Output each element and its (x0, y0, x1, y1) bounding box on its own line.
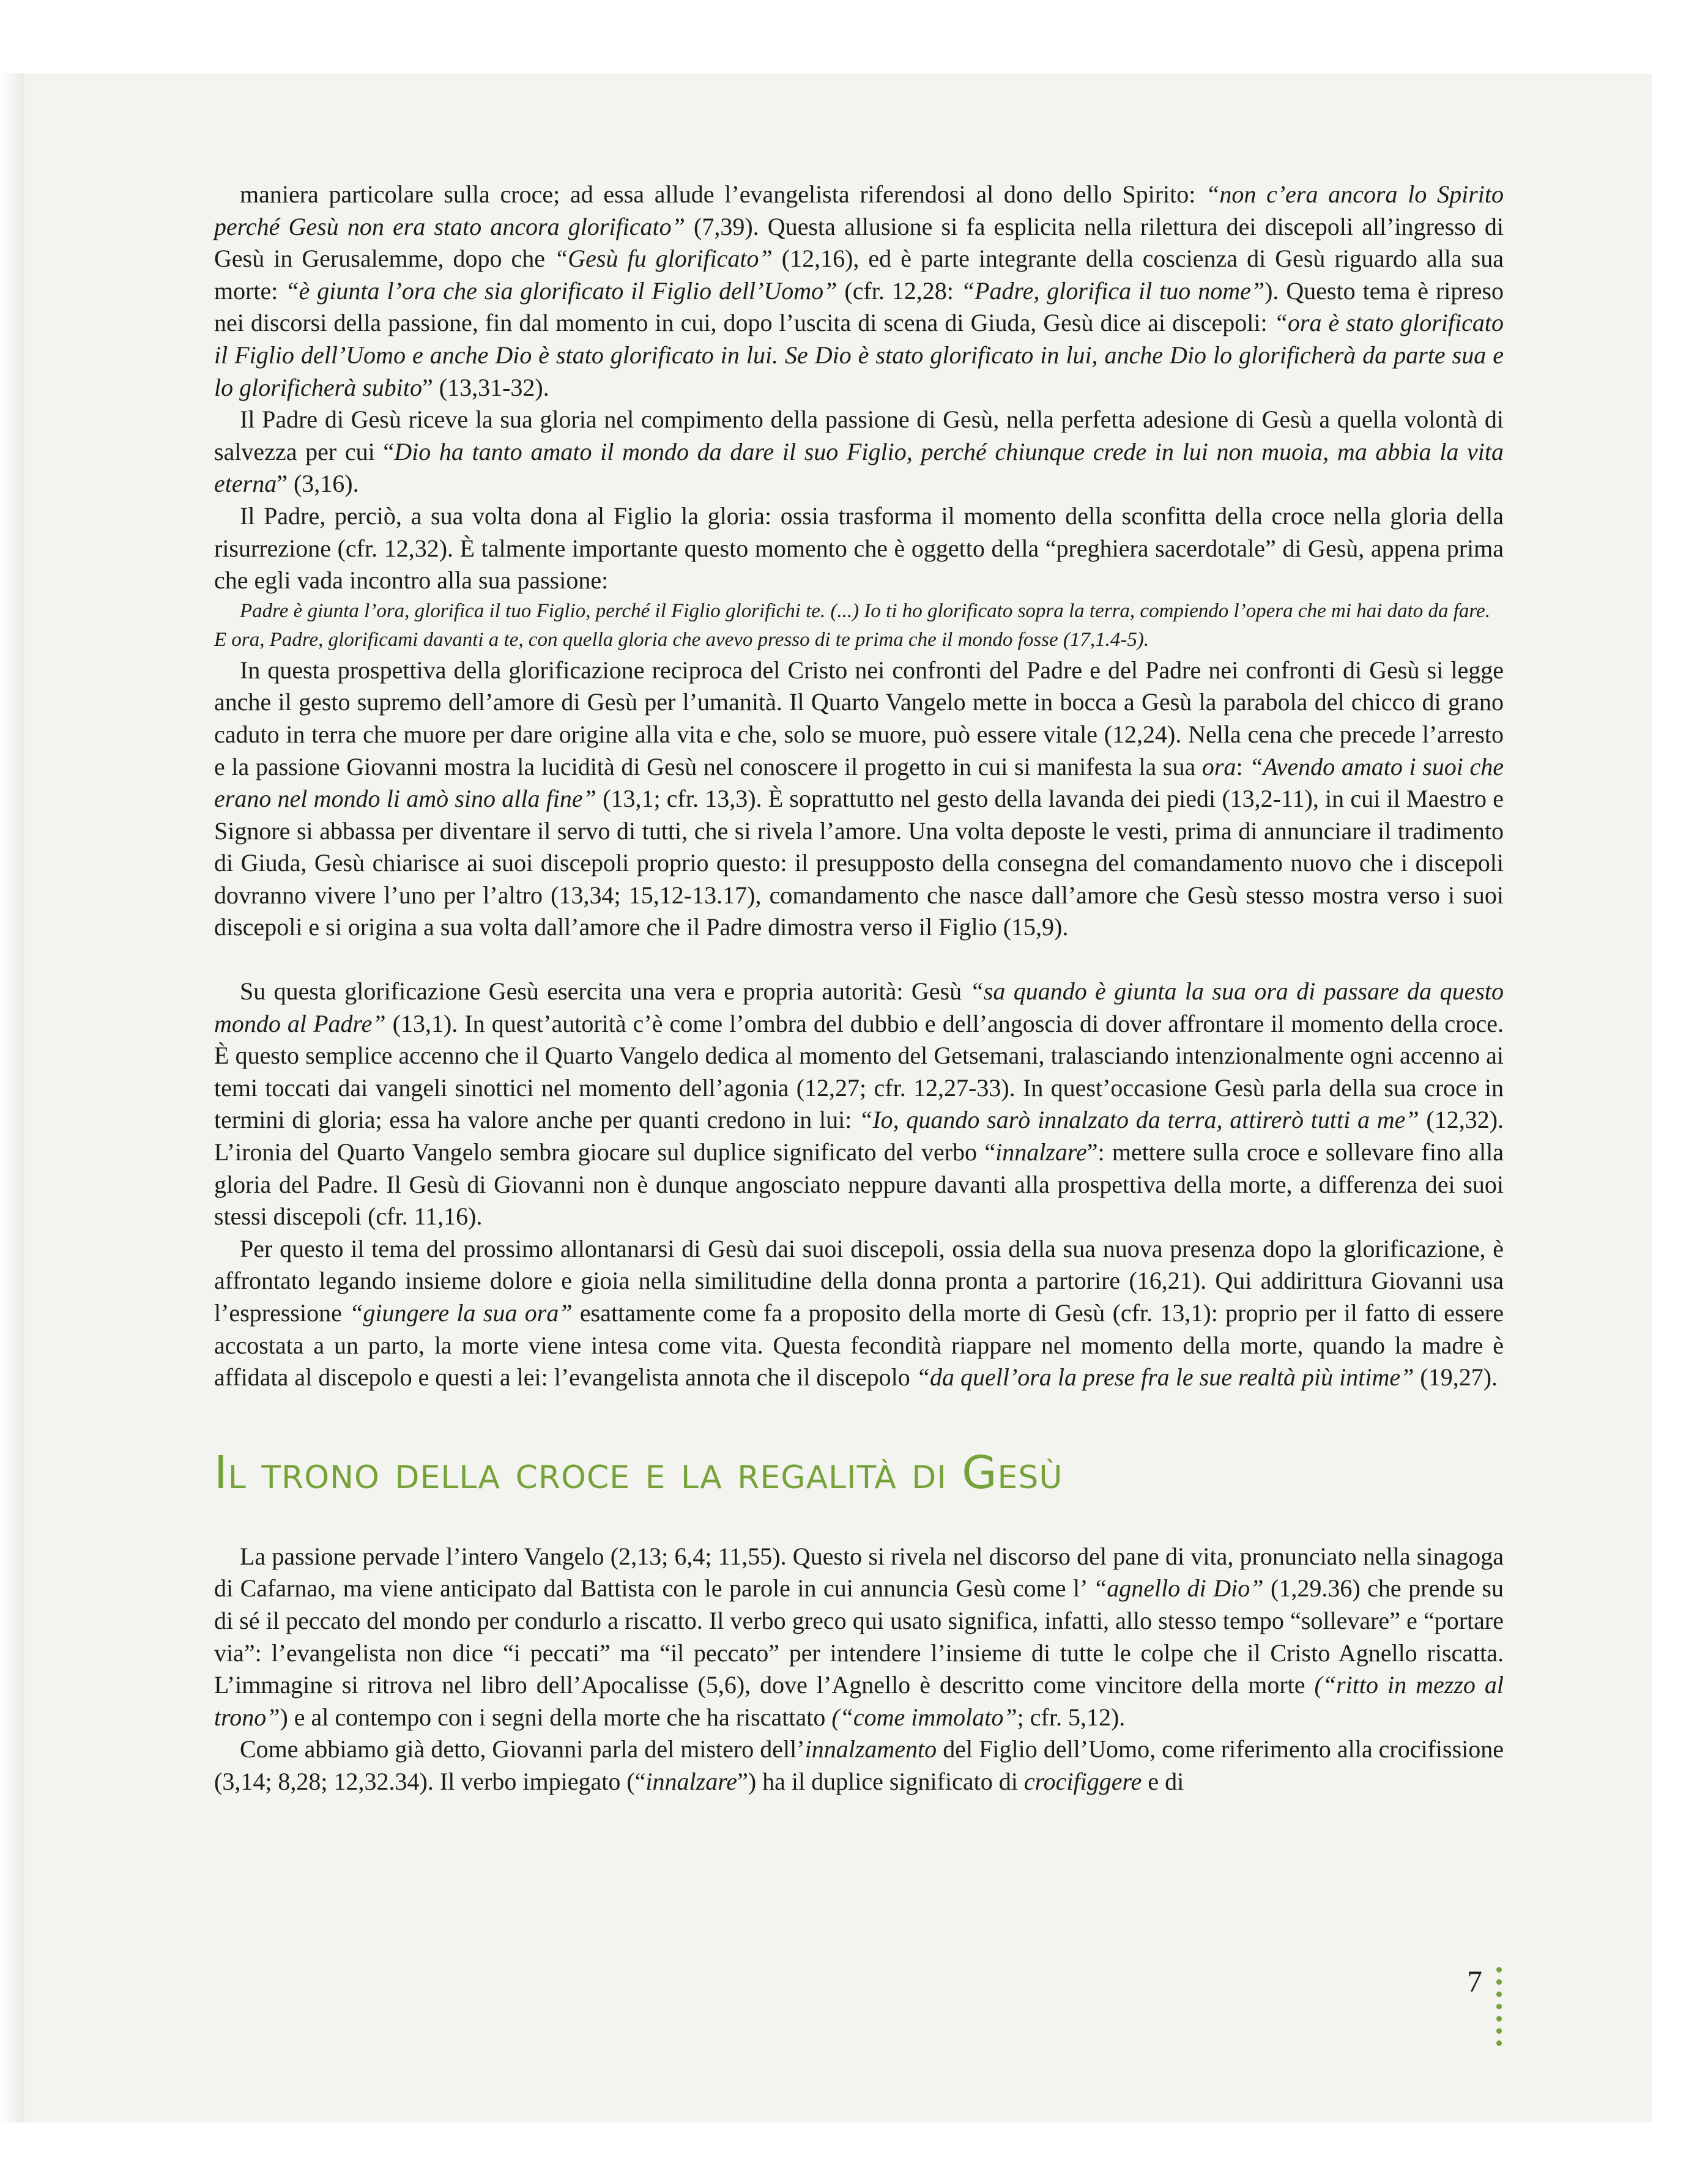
paragraph (214, 179, 1504, 404)
dot (1496, 1967, 1502, 1973)
text-run: ) e al contempo con i segni della morte che ha riscattato (280, 1703, 832, 1731)
text-run: maniera particolare sulla croce; ad essa allude l’evangelista riferendosi al dono dello Spirito: (240, 180, 1206, 208)
block-quote (214, 597, 1504, 654)
italic-citation: innalzare (645, 1767, 738, 1795)
italic-citation: “è giunta l’ora che sia glorificato il Figlio dell’Uomo” (285, 276, 837, 305)
paragraphs-before-quote (214, 179, 1504, 597)
text-run: (17,1.4-5). (1058, 628, 1149, 651)
text-run: La passione pervade l’intero Vangelo (2,13; 6,4; 11,55). Questo si rivela nel discorso del pane di vita, pronunciato nella sinagoga di Cafarnao, ma viene anticipato dal Battista con le parole in cui annuncia Gesù come l’ (214, 1542, 1504, 1603)
text-run: ” (13,31-32). (422, 373, 549, 401)
paragraph (214, 1733, 1504, 1798)
paragraph (214, 1541, 1504, 1734)
text-run: (7,39). Questa allusione si fa esplicita nella rilettura dei discepoli all’ingresso di Gesù in Gerusalemme, dopo che (214, 212, 1504, 273)
italic-citation: “non c’era ancora lo Spirito perché Gesù non era stato ancora glorificato” (214, 180, 1504, 240)
italic-citation: ora (1201, 752, 1236, 780)
paragraph (214, 654, 1504, 944)
italic-citation: “sa quando è giunta la sua ora di passare da questo mondo al Padre” (214, 977, 1504, 1037)
text-run: (cfr. 12,28: (837, 276, 961, 305)
text-run: ” (3,16). (277, 470, 359, 498)
italic-citation: innalzamento (804, 1735, 937, 1763)
text-run: (13,1; cfr. 13,3). È soprattutto nel gesto della lavanda dei piedi (13,2-11), in cui il Maestro e Signore si abbassa per diventare il servo di tutti, che si rivela l’amore. Una volta deposte le vesti, prima di annunciare il tradimento di Giuda, Gesù chiarisce ai suoi discepoli proprio questo: il presupposto della consegna del comandamento nuovo che i discepoli dovranno vivere l’uno per l’altro (13,34; 15,12-13.17), comandamento che nasce dall’amore che Gesù stesso mostra verso i suoi discepoli e si origina a sua volta dall’amore che il Padre dimostra verso il Figlio (15,9). (214, 785, 1504, 941)
italic-citation: crocifiggere (1023, 1767, 1142, 1795)
text-run: (12,32). L’ironia del Quarto Vangelo sembra giocare sul duplice significato del verbo “ (214, 1106, 1504, 1166)
italic-citation: “Padre, glorifica il tuo nome” (960, 276, 1265, 305)
italic-citation: Dio ha tanto amato il mondo da dare il suo Figlio, perché chiunque crede in lui non muoia, ma abbia la vita eterna (214, 437, 1504, 498)
text-run: In questa prospettiva della glorificazione reciproca del Cristo nei confronti del Padre e del Padre nei confronti di Gesù si legge anche il gesto supremo dell’amore di Gesù per l’umanità. Il Quarto Vangelo mette in bocca a Gesù la parabola del chicco di grano caduto in terra che muore per dare origine alla vita e che, solo se muore, può essere vitale (12,24). Nella cena che precede l’arresto e la passione Giovanni mostra la lucidità di Gesù nel conoscere il progetto in cui si manifesta la sua (214, 656, 1504, 780)
italic-citation: “ora è stato glorificato il Figlio dell’Uomo e anche Dio è stato glorificato in lui. Se Dio è stato glorificato in lui, anche Dio lo glorificherà da parte sua e lo glorificherà subito (214, 309, 1504, 401)
paragraph (214, 1233, 1504, 1394)
text-run: Il Padre di Gesù riceve la sua gloria nel compimento della passione di Gesù, nella perfetta adesione di Gesù a quella volontà di salvezza per cui “ (214, 406, 1504, 465)
text-run: Su questa glorificazione Gesù esercita una vera e propria autorità: Gesù (240, 977, 970, 1006)
italic-citation: (“come immolato” (831, 1703, 1017, 1731)
text-run: : (1236, 752, 1250, 780)
italic-citation: “Gesù fu glorificato” (554, 245, 773, 273)
text-run: (12,16), ed è parte integrante della coscienza di Gesù riguardo alla sua morte: (214, 245, 1504, 305)
paragraphs-glorification (214, 976, 1504, 1394)
italic-citation: “Io, quando sarò innalzato da terra, attirerò tutti a me” (859, 1106, 1419, 1134)
dot (1496, 1979, 1502, 1985)
italic-citation: “da quell’ora la prese fra le sue realtà più intime” (916, 1363, 1414, 1391)
italic-citation: Padre è giunta l’ora, glorifica il tuo Figlio, perché il Figlio glorifichi te. (...) Io ti ho glorificato sopra la terra, compiendo l’opera che mi hai dato da fare. E ora, Padre, glorificami davanti a te, con quella gloria che avevo presso di te prima che il mondo fosse (214, 599, 1490, 651)
italic-citation: innalzare (995, 1138, 1087, 1166)
dot (1496, 1992, 1502, 1997)
dot (1496, 2004, 1502, 2009)
italic-citation: “Avendo amato i suoi che erano nel mondo li amò sino alla fine” (214, 752, 1504, 813)
decorative-dots (1496, 1967, 1504, 2053)
text-run: (1,29.36) che prende su di sé il peccato del mondo per condurlo a riscatto. Il verbo greco qui usato significa, infatti, allo stesso tempo “sollevare” e “portare via”: l’evangelista non dice “i peccati” ma “il peccato” per intendere l’insieme di tutte le colpe che il Cristo Agnello riscatta. L’immagine si ritrova nel libro dell’Apocalisse (5,6), dove l’Agnello è descritto come vincitore della morte (214, 1574, 1504, 1699)
text-run: ). Questo tema è ripreso nei discorsi della passione, fin dal momento in cui, dopo l’uscita di scena di Giuda, Gesù dice ai discepoli: (214, 276, 1504, 337)
dot (1496, 2028, 1502, 2034)
text-run: (19,27). (1414, 1363, 1498, 1391)
section-title: Il trono della croce e la regalità di Gesù (214, 1446, 1063, 1499)
text-run: esattamente come fa a proposito della morte di Gesù (cfr. 13,1): proprio per il fatto di essere accostata a un parto, la morte viene intesa come vita. Questa fecondità riappare nel momento della morte, quando la madre è affidata al discepolo e questi a lei: l’evangelista annota che il discepolo (214, 1299, 1504, 1391)
dot (1496, 2016, 1502, 2021)
text-run: Il Padre, perciò, a sua volta dona al Figlio la gloria: ossia trasforma il momento della sconfitta della croce nella gloria della risurrezione (cfr. 12,32). È talmente importante questo momento che è oggetto della “preghiera sacerdotale” di Gesù, appena prima che egli vada incontro alla sua passione: (214, 502, 1504, 595)
paragraph (214, 404, 1504, 500)
text-run: ”: mettere sulla croce e sollevare fino alla gloria del Padre. Il Gesù di Giovanni non è dunque angosciato neppure davanti alla prospettiva della morte, a differenza dei suoi stessi discepoli (cfr. 11,16). (214, 1138, 1504, 1231)
article-body (214, 179, 1504, 1798)
italic-citation: “agnello di Dio” (1093, 1574, 1264, 1603)
paragraph (214, 976, 1504, 1233)
italic-citation: “giungere la sua ora” (349, 1299, 573, 1327)
dot (1496, 2040, 1502, 2046)
text-run: Come abbiamo già detto, Giovanni parla del mistero dell’ (240, 1735, 805, 1763)
text-run: ”) ha il duplice significato di (737, 1767, 1024, 1795)
page-edge-shadow (0, 73, 24, 2122)
text-run: ; cfr. 5,12). (1017, 1703, 1126, 1731)
text-run: del Figlio dell’Uomo, come riferimento alla crocifissione (3,14; 8,28; 12,32.34). Il verbo impiegato (“ (214, 1735, 1504, 1795)
page-number: 7 (1467, 1964, 1482, 1998)
italic-citation: (“ritto in mezzo al trono” (214, 1671, 1504, 1731)
text-run: Per questo il tema del prossimo allontanarsi di Gesù dai suoi discepoli, ossia della sua nuova presenza dopo la glorificazione, è affrontato legando insieme dolore e gioia nella similitudine della donna pronta a partorire (16,21). Qui addirittura Giovanni usa l’espressione (214, 1234, 1504, 1327)
paragraphs-after-quote (214, 654, 1504, 944)
text-run: (13,1). In quest’autorità c’è come l’ombra del dubbio e dell’angoscia di dover affrontare il momento della croce. È questo semplice accenno che il Quarto Vangelo dedica al momento del Getsemani, tralasciando intenzionalmente ogni accenno ai temi toccati dai vangeli sinottici nel momento dell’agonia (12,27; cfr. 12,27-33). In quest’occasione Gesù parla della sua croce in termini di gloria; essa ha valore anche per quanti credono in lui: (214, 1009, 1504, 1134)
paragraphs-section (214, 1541, 1504, 1798)
paragraph (214, 500, 1504, 597)
text-run: e di (1142, 1767, 1184, 1795)
